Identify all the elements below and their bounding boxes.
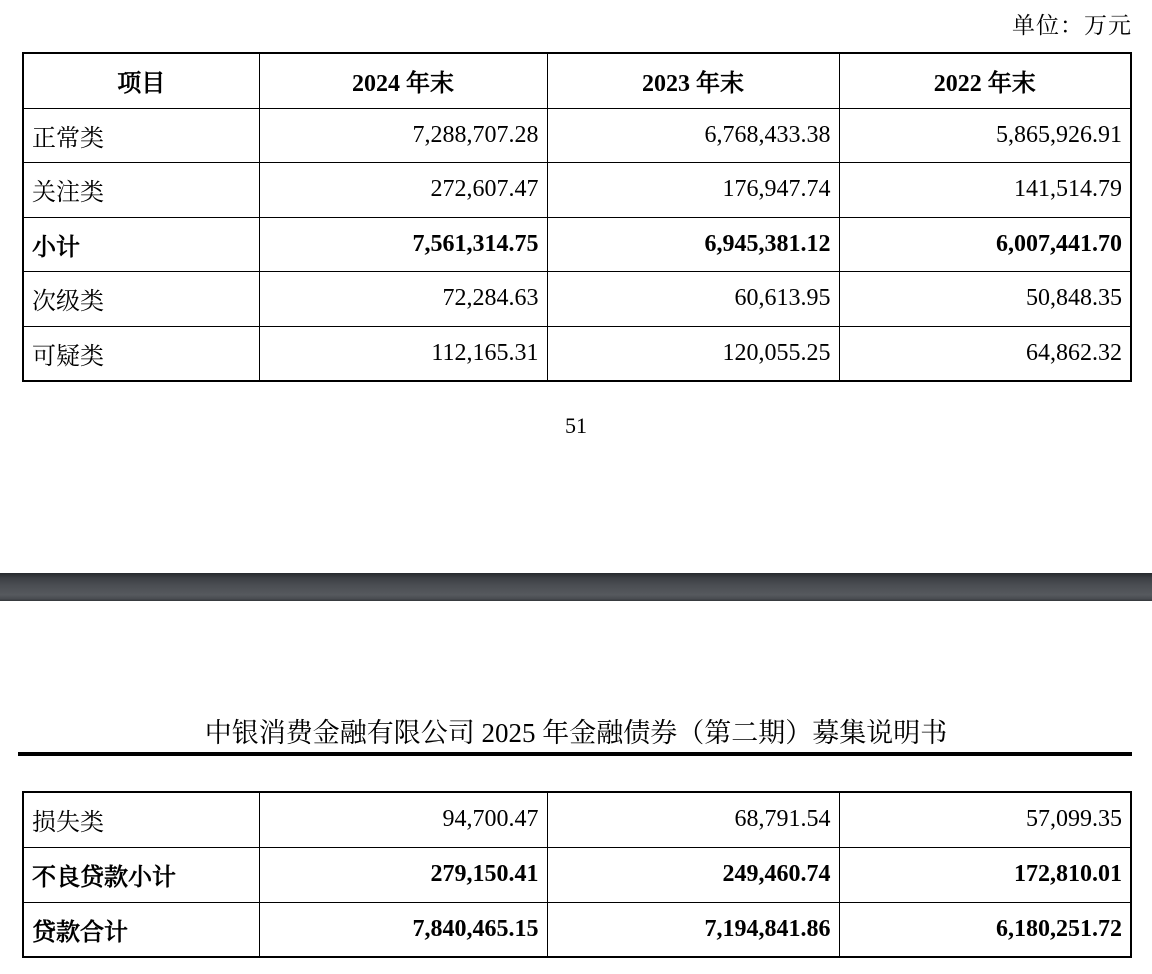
- value-cell: 50,848.35: [839, 272, 1131, 327]
- row-label-cell: 小计: [23, 217, 259, 272]
- value-cell: 7,561,314.75: [259, 217, 547, 272]
- row-label-cell: 关注类: [23, 163, 259, 218]
- row-label-cell: 可疑类: [23, 326, 259, 381]
- value-cell: 6,768,433.38: [547, 108, 839, 163]
- row-label-cell: 次级类: [23, 272, 259, 327]
- table-row-normal: [23, 108, 1131, 163]
- row-label-cell: 损失类: [23, 792, 259, 847]
- column-header-item: 项目: [23, 53, 259, 108]
- value-cell: 68,791.54: [547, 792, 839, 847]
- loan-classification-table: [22, 52, 1132, 382]
- row-label-cell: 不良贷款小计: [23, 847, 259, 902]
- page-number: 51: [565, 413, 587, 438]
- table-row-loss: [23, 792, 1131, 847]
- table-row-attention: [23, 163, 1131, 218]
- value-cell: 172,810.01: [839, 847, 1131, 902]
- page-separator-bar: [0, 573, 1152, 601]
- table-header-row: [23, 53, 1131, 108]
- value-cell: 57,099.35: [839, 792, 1131, 847]
- value-cell: 7,288,707.28: [259, 108, 547, 163]
- loan-classification-table-continued: [22, 791, 1132, 958]
- table-row-doubtful: [23, 326, 1131, 381]
- document-title: 中银消费金融有限公司 2025 年金融债券（第二期）募集说明书: [204, 718, 948, 748]
- value-cell: 6,180,251.72: [839, 902, 1131, 957]
- value-cell: 112,165.31: [259, 326, 547, 381]
- table-row-npl-subtotal: [23, 847, 1131, 902]
- value-cell: 176,947.74: [547, 163, 839, 218]
- value-cell: 60,613.95: [547, 272, 839, 327]
- unit-label: 单位：万元: [1012, 13, 1132, 38]
- value-cell: 7,194,841.86: [547, 902, 839, 957]
- value-cell: 141,514.79: [839, 163, 1131, 218]
- column-header-2023: 2023 年末: [547, 53, 839, 108]
- value-cell: 7,840,465.15: [259, 902, 547, 957]
- value-cell: 72,284.63: [259, 272, 547, 327]
- row-label-cell: 正常类: [23, 108, 259, 163]
- table-row-loan-total: [23, 902, 1131, 957]
- value-cell: 64,862.32: [839, 326, 1131, 381]
- title-rule: [18, 752, 1132, 756]
- row-label-cell: 贷款合计: [23, 902, 259, 957]
- value-cell: 6,007,441.70: [839, 217, 1131, 272]
- column-header-2022: 2022 年末: [839, 53, 1131, 108]
- value-cell: 94,700.47: [259, 792, 547, 847]
- value-cell: 272,607.47: [259, 163, 547, 218]
- value-cell: 249,460.74: [547, 847, 839, 902]
- table-row-substandard: [23, 272, 1131, 327]
- value-cell: 6,945,381.12: [547, 217, 839, 272]
- value-cell: 5,865,926.91: [839, 108, 1131, 163]
- column-header-2024: 2024 年末: [259, 53, 547, 108]
- value-cell: 120,055.25: [547, 326, 839, 381]
- table-row-subtotal: [23, 217, 1131, 272]
- value-cell: 279,150.41: [259, 847, 547, 902]
